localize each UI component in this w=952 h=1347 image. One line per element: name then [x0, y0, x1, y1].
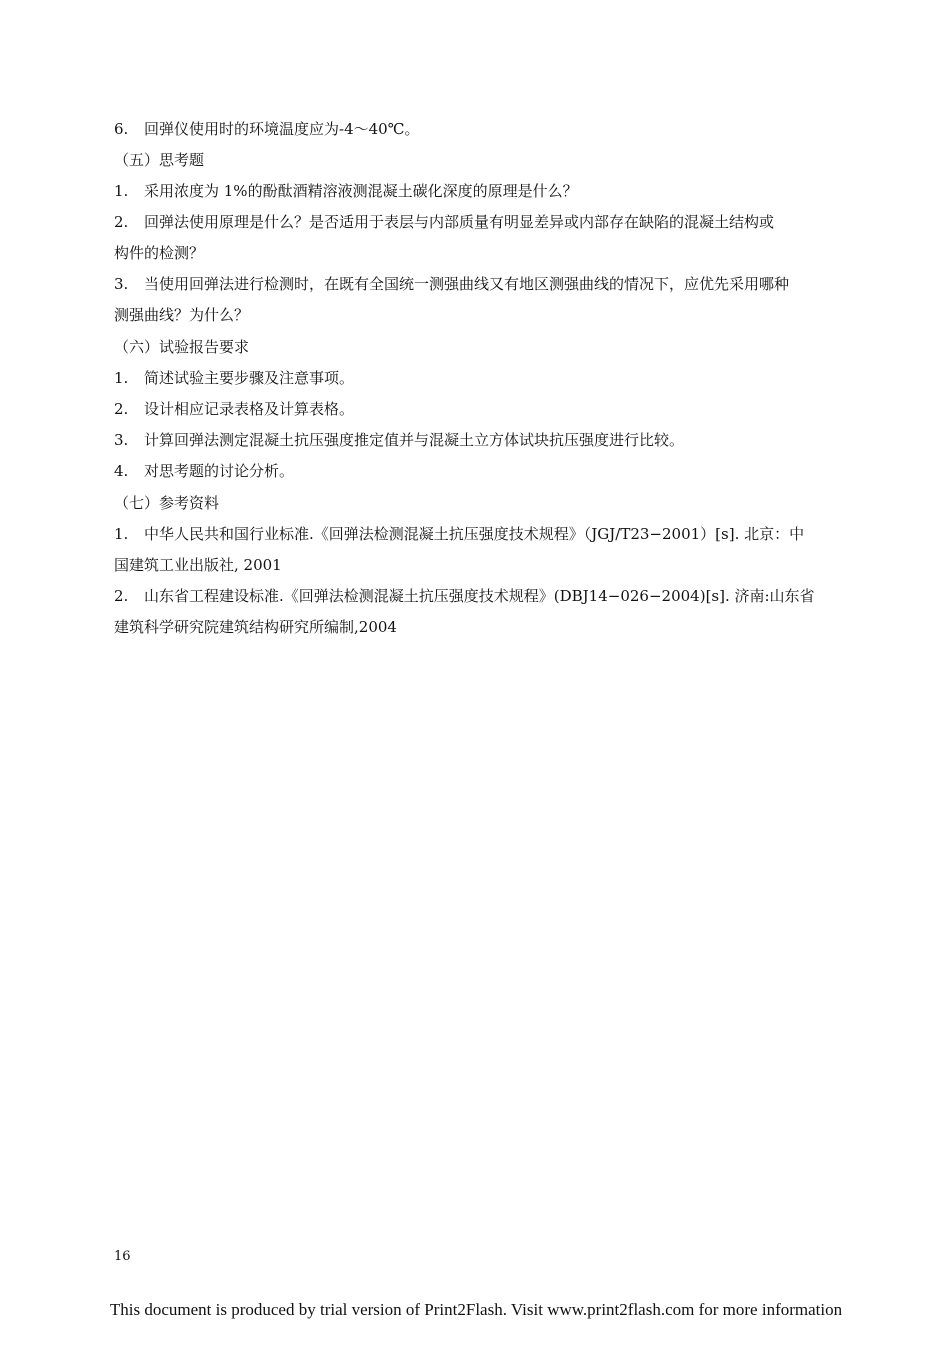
item-number: 4.: [114, 462, 129, 480]
item-text: 中华人民共和国行业标准.《回弹法检测混凝土抗压强度技术规程》（JGJ/T23−2001）[s]. 北京：中: [144, 525, 805, 543]
item-text-continuation: 测强曲线？为什么？: [114, 306, 250, 324]
trial-version-footer: This document is produced by trial version of Print2Flash. Visit www.print2flash.com for more information: [109, 1300, 843, 1319]
section-title: （五）思考题: [114, 151, 205, 169]
item-number: 3.: [114, 431, 129, 449]
item-number: 6.: [114, 120, 129, 138]
item-text: 回弹仪使用时的环境温度应为-4～40℃。: [144, 120, 420, 138]
page-number: 16: [114, 1249, 131, 1264]
item-number: 1.: [114, 182, 129, 200]
item-number: 1.: [114, 525, 129, 543]
item-text: 对思考题的讨论分析。: [144, 462, 295, 480]
item-number: 2.: [114, 587, 129, 605]
item-text: 简述试验主要步骤及注意事项。: [144, 369, 355, 387]
item-text-continuation: 构件的检测？: [114, 244, 205, 262]
section-7: [114, 488, 864, 643]
section-title: （六）试验报告要求: [114, 338, 250, 356]
item-text: 回弹法使用原理是什么？是否适用于表层与内部质量有明显差异或内部存在缺陷的混凝土结构或: [144, 213, 775, 231]
item-text: 山东省工程建设标准.《回弹法检测混凝土抗压强度技术规程》(DBJ14−026−2004)[s]. 济南:山东省: [144, 587, 815, 605]
section-5: [114, 145, 864, 331]
item-text: 当使用回弹法进行检测时，在既有全国统一测强曲线又有地区测强曲线的情况下，应优先采用哪种: [144, 275, 790, 293]
section-title: （七）参考资料: [114, 494, 220, 512]
item-number: 2.: [114, 400, 129, 418]
item-text: 计算回弹法测定混凝土抗压强度推定值并与混凝土立方体试块抗压强度进行比较。: [144, 431, 685, 449]
item-text-continuation: 建筑科学研究院建筑结构研究所编制,2004: [114, 618, 397, 636]
item-text-continuation: 国建筑工业出版社, 2001: [114, 556, 282, 574]
section-6: [114, 332, 864, 487]
item-6: [114, 114, 864, 145]
item-text: 设计相应记录表格及计算表格。: [144, 400, 355, 418]
item-number: 2.: [114, 213, 129, 231]
item-number: 3.: [114, 275, 129, 293]
item-text: 采用浓度为 1%的酚酞酒精溶液测混凝土碳化深度的原理是什么？: [144, 182, 578, 200]
item-number: 1.: [114, 369, 129, 387]
